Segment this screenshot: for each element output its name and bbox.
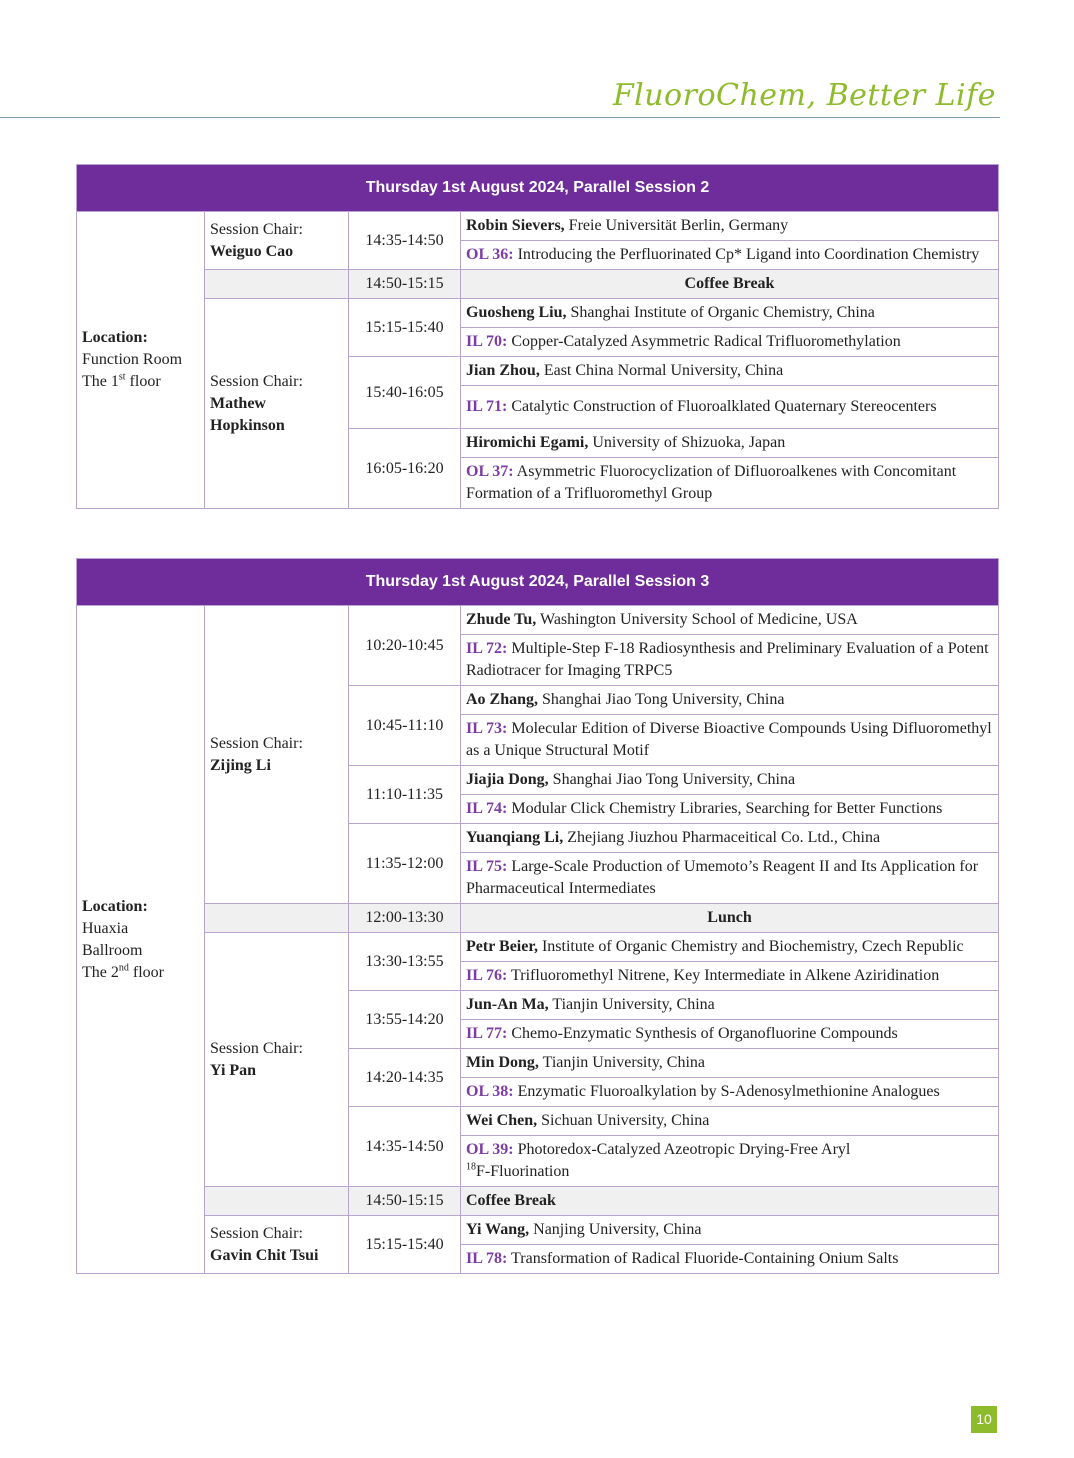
empty-cell bbox=[205, 270, 349, 299]
location-room: Huaxia bbox=[82, 919, 129, 937]
chair-name-cont: Hopkinson bbox=[210, 416, 285, 434]
talk-code: IL 72: bbox=[466, 640, 508, 657]
location-floor: The 1 bbox=[82, 373, 119, 390]
chair-name: Mathew bbox=[210, 394, 266, 412]
time-slot: 14:50-15:15 bbox=[349, 270, 461, 299]
location-label: Location: bbox=[82, 329, 148, 346]
chair-name: Yi Pan bbox=[210, 1061, 257, 1079]
session-chair-cell bbox=[205, 212, 349, 270]
location-room-cont: Ballroom bbox=[82, 941, 143, 959]
talk-cell bbox=[461, 1245, 999, 1274]
table-row bbox=[77, 212, 999, 241]
table-row bbox=[77, 1216, 999, 1245]
time-slot: 14:35-14:50 bbox=[349, 1107, 461, 1187]
talk-title: Chemo-Enzymatic Synthesis of Organofluorine Compounds bbox=[507, 1025, 898, 1042]
break-row bbox=[77, 904, 999, 933]
location-floor: The 2 bbox=[82, 963, 119, 981]
time-slot: 15:15-15:40 bbox=[349, 1216, 461, 1274]
speaker-cell bbox=[461, 1216, 999, 1245]
talk-code: IL 71: bbox=[466, 398, 508, 415]
talk-title: Asymmetric Fluorocyclization of Difluoroalkenes with Concomitant Formation of a Trifluoromethyl Group bbox=[466, 463, 957, 502]
talk-cell bbox=[461, 715, 999, 766]
time-slot: 13:30-13:55 bbox=[349, 933, 461, 991]
table-row bbox=[77, 299, 999, 328]
talk-cell bbox=[461, 1136, 999, 1187]
speaker-name: Yuanqiang Li, bbox=[466, 829, 564, 846]
table-row bbox=[77, 933, 999, 962]
speaker-affiliation: Washington University School of Medicine, USA bbox=[536, 611, 858, 628]
floor-ordinal: st bbox=[118, 371, 126, 383]
talk-code: OL 37: bbox=[466, 463, 514, 480]
speaker-cell bbox=[461, 686, 999, 715]
chair-name: Weiguo Cao bbox=[210, 242, 294, 260]
talk-code: IL 70: bbox=[466, 333, 508, 350]
talk-cell bbox=[461, 962, 999, 991]
talk-cell bbox=[461, 458, 999, 509]
speaker-cell bbox=[461, 1107, 999, 1136]
break-label: Coffee Break bbox=[461, 1187, 999, 1216]
time-slot: 15:40-16:05 bbox=[349, 357, 461, 429]
speaker-affiliation: Shanghai Institute of Organic Chemistry, China bbox=[566, 304, 875, 321]
speaker-affiliation: Institute of Organic Chemistry and Biochemistry, Czech Republic bbox=[537, 938, 964, 955]
speaker-affiliation: Shanghai Jiao Tong University, China bbox=[538, 691, 785, 708]
speaker-affiliation: Tianjin University, China bbox=[538, 1054, 705, 1071]
speaker-name: Jun-An Ma, bbox=[466, 996, 549, 1013]
talk-code: IL 75: bbox=[466, 858, 508, 875]
speaker-cell bbox=[461, 299, 999, 328]
floor-suffix: floor bbox=[128, 963, 164, 981]
break-label: Coffee Break bbox=[461, 270, 999, 299]
speaker-affiliation: East China Normal University, China bbox=[539, 362, 784, 379]
talk-title: Copper-Catalyzed Asymmetric Radical Trifluoromethylation bbox=[507, 333, 901, 350]
talk-code: IL 74: bbox=[466, 800, 508, 817]
session-3-header bbox=[77, 559, 999, 606]
talk-cell bbox=[461, 386, 999, 429]
speaker-cell bbox=[461, 824, 999, 853]
speaker-name: Robin Sievers, bbox=[466, 217, 565, 234]
time-slot: 10:20-10:45 bbox=[349, 606, 461, 686]
speaker-cell bbox=[461, 991, 999, 1020]
speaker-cell bbox=[461, 212, 999, 241]
table-row bbox=[77, 606, 999, 635]
chair-label: Session Chair: bbox=[210, 1224, 303, 1242]
session-2-table bbox=[76, 164, 999, 509]
speaker-cell bbox=[461, 766, 999, 795]
chair-label: Session Chair: bbox=[210, 1039, 303, 1057]
location-room: Function Room bbox=[82, 351, 183, 368]
empty-cell bbox=[205, 904, 349, 933]
header-rule bbox=[0, 117, 1000, 118]
session-chair-cell bbox=[205, 933, 349, 1187]
speaker-affiliation: Freie Universität Berlin, Germany bbox=[564, 217, 789, 234]
talk-code: OL 36: bbox=[466, 246, 514, 263]
break-row bbox=[77, 1187, 999, 1216]
talk-title: Molecular Edition of Diverse Bioactive Compounds Using Difluoromethyl as a Unique Structural Motif bbox=[466, 720, 992, 759]
time-slot: 11:35-12:00 bbox=[349, 824, 461, 904]
talk-cell bbox=[461, 853, 999, 904]
chair-name: Zijing Li bbox=[210, 756, 271, 774]
talk-title: Enzymatic Fluoroalkylation by S-Adenosylmethionine Analogues bbox=[513, 1083, 940, 1100]
talk-title: Photoredox-Catalyzed Azeotropic Drying-Free Aryl bbox=[513, 1141, 851, 1158]
speaker-name: Guosheng Liu, bbox=[466, 304, 567, 321]
speaker-affiliation: University of Shizuoka, Japan bbox=[588, 434, 786, 451]
talk-code: OL 38: bbox=[466, 1083, 514, 1100]
speaker-name: Min Dong, bbox=[466, 1054, 539, 1071]
speaker-name: Ao Zhang, bbox=[466, 691, 539, 708]
talk-cell bbox=[461, 635, 999, 686]
time-slot: 13:55-14:20 bbox=[349, 991, 461, 1049]
talk-title: Transformation of Radical Fluoride-Containing Onium Salts bbox=[507, 1250, 899, 1267]
session-2-header bbox=[77, 165, 999, 212]
talk-title: Trifluoromethyl Nitrene, Key Intermediate in Alkene Aziridination bbox=[507, 967, 940, 984]
speaker-name: Jiajia Dong, bbox=[466, 771, 549, 788]
time-slot: 15:15-15:40 bbox=[349, 299, 461, 357]
speaker-name: Zhude Tu, bbox=[466, 611, 537, 628]
brand-tagline: FluoroChem, Better Life bbox=[612, 78, 996, 113]
talk-code: IL 77: bbox=[466, 1025, 508, 1042]
speaker-affiliation: Zhejiang Jiuzhou Pharmaceitical Co. Ltd., China bbox=[563, 829, 881, 846]
location-cell bbox=[77, 606, 205, 1274]
speaker-cell bbox=[461, 429, 999, 458]
session-3-table bbox=[76, 558, 999, 1274]
break-label: Lunch bbox=[461, 904, 999, 933]
talk-code: IL 76: bbox=[466, 967, 508, 984]
speaker-name: Wei Chen, bbox=[466, 1112, 538, 1129]
speaker-affiliation: Nanjing University, China bbox=[529, 1221, 702, 1238]
chair-label: Session Chair: bbox=[210, 372, 303, 390]
speaker-name: Petr Beier, bbox=[466, 938, 538, 955]
isotope-superscript: 18 bbox=[466, 1161, 476, 1173]
speaker-cell bbox=[461, 357, 999, 386]
chair-name: Gavin Chit Tsui bbox=[210, 1246, 319, 1264]
talk-code: OL 39: bbox=[466, 1141, 514, 1158]
session-chair-cell bbox=[205, 1216, 349, 1274]
time-slot: 16:05-16:20 bbox=[349, 429, 461, 509]
floor-suffix: floor bbox=[125, 373, 161, 390]
chair-label: Session Chair: bbox=[210, 220, 303, 238]
talk-code: IL 78: bbox=[466, 1250, 508, 1267]
talk-cell bbox=[461, 241, 999, 270]
session-title: Thursday 1st August 2024, Parallel Session 2 bbox=[77, 165, 999, 212]
speaker-cell bbox=[461, 1049, 999, 1078]
chair-label: Session Chair: bbox=[210, 734, 303, 752]
floor-ordinal: nd bbox=[118, 962, 129, 974]
time-slot: 11:10-11:35 bbox=[349, 766, 461, 824]
location-label: Location: bbox=[82, 897, 148, 915]
speaker-cell bbox=[461, 933, 999, 962]
speaker-affiliation: Sichuan University, China bbox=[537, 1112, 710, 1129]
time-slot: 14:50-15:15 bbox=[349, 1187, 461, 1216]
talk-cell bbox=[461, 1020, 999, 1049]
break-row bbox=[77, 270, 999, 299]
talk-title: Modular Click Chemistry Libraries, Searching for Better Functions bbox=[507, 800, 943, 817]
time-slot: 10:45-11:10 bbox=[349, 686, 461, 766]
speaker-cell bbox=[461, 606, 999, 635]
speaker-name: Jian Zhou, bbox=[466, 362, 540, 379]
time-slot: 14:20-14:35 bbox=[349, 1049, 461, 1107]
page-number: 10 bbox=[971, 1406, 997, 1433]
session-title: Thursday 1st August 2024, Parallel Session 3 bbox=[77, 559, 999, 606]
speaker-affiliation: Tianjin University, China bbox=[548, 996, 715, 1013]
talk-title: Introducing the Perfluorinated Cp* Ligand into Coordination Chemistry bbox=[513, 246, 980, 263]
talk-cell bbox=[461, 1078, 999, 1107]
speaker-name: Yi Wang, bbox=[466, 1221, 530, 1238]
talk-title: Multiple-Step F-18 Radiosynthesis and Preliminary Evaluation of a Potent Radiotracer for Imaging TRPC5 bbox=[466, 640, 989, 679]
speaker-name: Hiromichi Egami, bbox=[466, 434, 589, 451]
talk-title: Catalytic Construction of Fluoroalklated Quaternary Stereocenters bbox=[507, 398, 937, 415]
session-chair-cell bbox=[205, 606, 349, 904]
empty-cell bbox=[205, 1187, 349, 1216]
talk-cell bbox=[461, 795, 999, 824]
location-cell bbox=[77, 212, 205, 509]
talk-title: Large-Scale Production of Umemoto’s Reagent II and Its Application for Pharmaceutical Intermediates bbox=[466, 858, 979, 897]
speaker-affiliation: Shanghai Jiao Tong University, China bbox=[548, 771, 796, 788]
time-slot: 14:35-14:50 bbox=[349, 212, 461, 270]
talk-title-cont: F-Fluorination bbox=[476, 1163, 570, 1180]
talk-code: IL 73: bbox=[466, 720, 508, 737]
session-chair-cell bbox=[205, 299, 349, 509]
time-slot: 12:00-13:30 bbox=[349, 904, 461, 933]
talk-cell bbox=[461, 328, 999, 357]
